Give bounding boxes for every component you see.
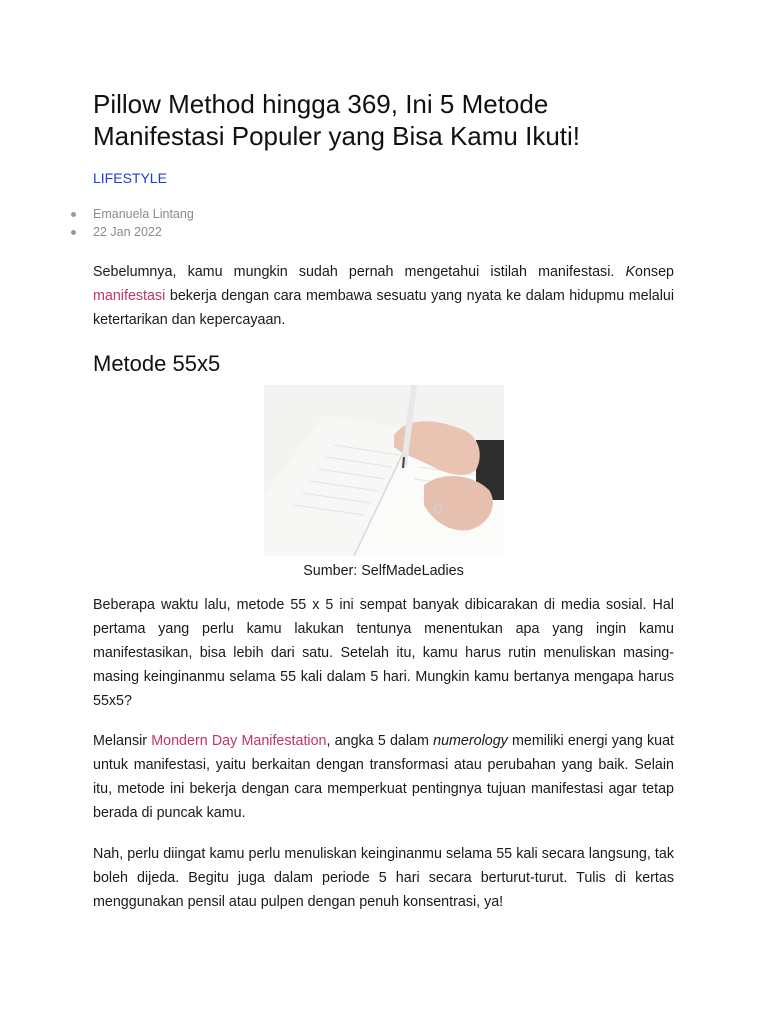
- numerology-term: numerology: [433, 733, 508, 749]
- intro-text-b: onsep: [635, 264, 674, 280]
- manifestasi-link[interactable]: manifestasi: [93, 288, 166, 304]
- article-image: [264, 385, 504, 556]
- p2-text-b: , angka 5 dalam: [326, 733, 434, 749]
- category-link[interactable]: LIFESTYLE: [93, 170, 167, 186]
- writing-hands-illustration: [264, 385, 504, 556]
- intro-text-italic: K: [625, 264, 636, 280]
- publish-date: 22 Jan 2022: [68, 223, 194, 241]
- intro-text-c: bekerja dengan cara membawa sesuatu yang nyata ke dalam hidupmu melalui ketertarikan dan kepercayaan.: [93, 288, 674, 328]
- p2-text-c: memiliki energi yang kuat untuk manifestasi, yaitu berkaitan dengan transformasi atau perubahan yang baik. Selain itu, metode ini bekerja dengan cara memperkuat pentingnya tujuan manifestasi agar tetap berada di puncak kamu.: [93, 733, 675, 821]
- article-meta: [68, 205, 194, 241]
- section-heading: Metode 55x5: [93, 351, 221, 376]
- article-title: Pillow Method hingga 369, Ini 5 Metode Manifestasi Populer yang Bisa Kamu Ikuti!: [93, 89, 581, 151]
- image-caption: Sumber: SelfMadeLadies: [303, 563, 464, 579]
- section-paragraph-1: Beberapa waktu lalu, metode 55 x 5 ini sempat banyak dibicarakan di media sosial. Hal pertama yang perlu kamu lakukan tentunya menentukan apa yang ingin kamu manifestasikan, bisa lebih dari satu. Setelah itu, kamu harus rutin menuliskan masing-masing keinginanmu selama 55 kali dalam 5 hari. Mungkin kamu bertanya mengapa harus 55x5?: [93, 597, 674, 709]
- p2-text-a: Melansir: [93, 733, 152, 749]
- author-name: Emanuela Lintang: [68, 205, 194, 223]
- modern-day-manifestation-link[interactable]: Mondern Day Manifestation: [151, 733, 327, 749]
- intro-text-a: Sebelumnya, kamu mungkin sudah pernah mengetahui istilah manifestasi.: [93, 264, 626, 280]
- section-paragraph-3: Nah, perlu diingat kamu perlu menuliskan keinginanmu selama 55 kali secara langsung, tak boleh dijeda. Begitu juga dalam periode 5 hari secara berturut-turut. Tulis di kertas menggunakan pensil atau pulpen dengan penuh konsentrasi, ya!: [93, 846, 674, 910]
- intro-paragraph: [93, 260, 674, 332]
- section-paragraph-2: [93, 729, 674, 825]
